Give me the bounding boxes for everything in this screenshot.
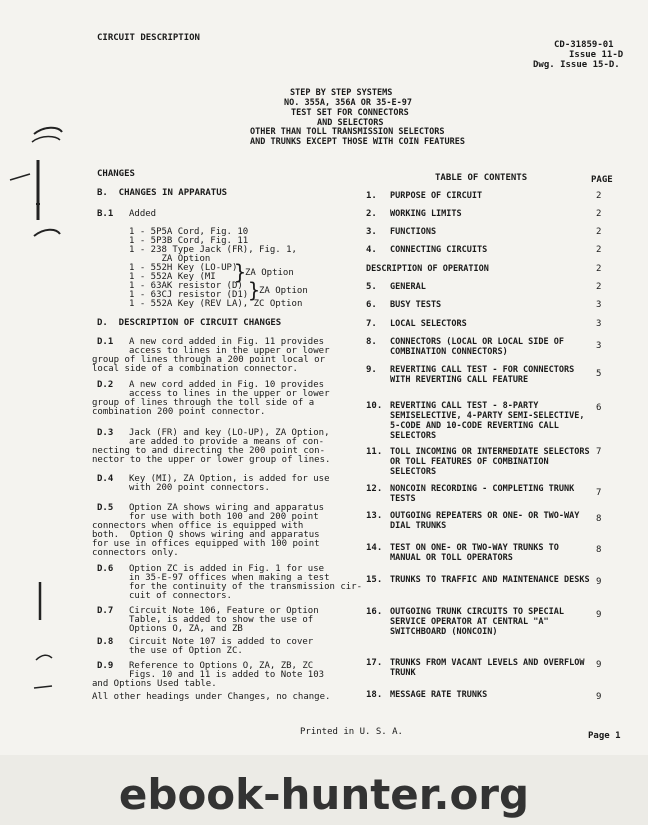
list-item: ZA Option [129,254,211,264]
title-line: NO. 355A, 356A OR 35-E-97 [284,98,412,108]
toc-title: TEST ON ONE- OR TWO-WAY TRUNKS TO MANUAL OR TOLL OPERATORS [390,543,559,563]
toc-page: 2 [596,227,602,237]
item-text: Key (MI), ZA Option, is added for use [129,474,330,484]
changes-heading: CHANGES [97,169,135,179]
toc-title: REVERTING CALL TEST - FOR CONNECTORS WITH REVERTING CALL FEATURE [390,365,575,385]
toc-page: 7 [596,447,602,457]
item-number: D.1 [97,337,114,347]
title-line: STEP BY STEP SYSTEMS [290,88,393,98]
item-text: cuit of connectors. [129,591,232,601]
toc-title: TRUNKS FROM VACANT LEVELS AND OVERFLOW TRUNK [390,658,585,678]
toc-page: 3 [596,341,602,351]
toc-number: 10. [366,401,383,411]
toc-title: CONNECTORS (LOCAL OR LOCAL SIDE OF COMBINATION CONNECTORS) [390,337,564,357]
toc-number: 2. [366,209,377,219]
list-item: 1 - 552H Key (LO-UP) [129,263,238,273]
item-text: access to lines in the upper or lower [129,346,330,356]
item-text: Reference to Options O, ZA, ZB, ZC [129,661,314,671]
toc-title: TOLL INCOMING OR INTERMEDIATE SELECTORS OR TOLL FEATURES OF COMBINATION SELECTORS [390,447,590,477]
item-text: Circuit Note 107 is added to cover [129,637,314,647]
toc-number: 5. [366,282,377,292]
za-option-label: ZA Option [245,268,294,278]
toc-page-heading: PAGE [591,175,613,185]
item-text: are added to provide a means of con- [129,437,325,447]
item-text: and Options Used table. [92,679,217,689]
section-d-heading: D. DESCRIPTION OF CIRCUIT CHANGES [97,318,282,328]
toc-number: 15. [366,575,383,585]
list-item: 1 - 552A Key (REV LA), ZC Option [129,299,303,309]
toc-number: 9. [366,365,377,375]
b1-title: Added [129,209,157,219]
item-number: D.7 [97,606,114,616]
toc-number: 12. [366,484,383,494]
item-text: necting to and directing the 200 point con- [92,446,325,456]
toc-page: 9 [596,610,602,620]
toc-title: WORKING LIMITS [390,209,462,219]
item-text: A new cord added in Fig. 11 provides [129,337,325,347]
toc-page: 9 [596,577,602,587]
item-text: group of lines through a 200 point local or [92,355,325,365]
header-left: CIRCUIT DESCRIPTION [97,33,200,43]
toc-page: 8 [596,514,602,524]
za-option-label: ZA Option [259,286,308,296]
toc-page: 3 [596,319,602,329]
issue-number: Issue 11-D [569,50,624,60]
item-text: for the continuity of the transmission cir- [129,582,362,592]
toc-title: FUNCTIONS [390,227,437,237]
doc-id: CD-31859-01 [554,40,614,50]
item-number: D.4 [97,474,114,484]
toc-number: 1. [366,191,377,201]
toc-title: OUTGOING REPEATERS OR ONE- OR TWO-WAY DIAL TRUNKS [390,511,580,531]
toc-title: TRUNKS TO TRAFFIC AND MAINTENANCE DESKS [390,575,590,585]
toc-page: 9 [596,660,602,670]
item-number: D.2 [97,380,114,390]
toc-number: 13. [366,511,383,521]
item-text: access to lines in the upper or lower [129,389,330,399]
toc-page: 9 [596,692,602,702]
item-number: D.8 [97,637,114,647]
toc-page: 8 [596,545,602,555]
item-text: connectors when office is equipped with [92,521,304,531]
item-text: local side of a combination connector. [92,364,298,374]
toc-title: GENERAL [390,282,426,292]
brace-glyph: } [248,278,261,302]
title-line: TEST SET FOR CONNECTORS [291,108,409,118]
item-text: Jack (FR) and key (LO-UP), ZA Option, [129,428,330,438]
title-line: AND SELECTORS [317,118,384,128]
toc-title: REVERTING CALL TEST - 8-PARTY SEMISELECTIVE, 4-PARTY SEMI-SELECTIVE, 5-CODE AND 10-CODE REVERTING CALL SELECTORS [390,401,585,441]
item-text: combination 200 point connector. [92,407,266,417]
toc-number: 18. [366,690,383,700]
item-text: for use with both 100 and 200 point [129,512,319,522]
section-b-heading: B. CHANGES IN APPARATUS [97,188,228,198]
closing-note: All other headings under Changes, no change. [92,692,331,702]
toc-page: 5 [596,369,602,379]
list-item: 1 - 5P5A Cord, Fig. 10 [129,227,249,237]
toc-title: NONCOIN RECORDING - COMPLETING TRUNK TESTS [390,484,575,504]
toc-page: 2 [596,245,602,255]
list-item: 1 - 238 Type Jack (FR), Fig. 1, [129,245,297,255]
toc-number: 3. [366,227,377,237]
title-line: AND TRUNKS EXCEPT THOSE WITH COIN FEATURES [250,137,465,147]
toc-title: MESSAGE RATE TRUNKS [390,690,488,700]
toc-number: 17. [366,658,383,668]
item-text: Options O, ZA, and ZB [129,624,243,634]
item-number: D.3 [97,428,114,438]
toc-number: 14. [366,543,383,553]
toc-page: 2 [596,191,602,201]
item-text: for use in offices equipped with 100 point [92,539,320,549]
page-number: Page 1 [588,731,621,741]
toc-title: OUTGOING TRUNK CIRCUITS TO SPECIAL SERVICE OPERATOR AT CENTRAL "A" SWITCHBOARD (NONCOIN) [390,607,564,637]
toc-number: 4. [366,245,377,255]
item-number: D.5 [97,503,114,513]
toc-number: 6. [366,300,377,310]
toc-title: LOCAL SELECTORS [390,319,467,329]
toc-page: 2 [596,209,602,219]
item-number: D.9 [97,661,114,671]
drawing-issue: Dwg. Issue 15-D. [533,60,620,70]
list-item: 1 - 552A Key (MI [129,272,216,282]
brace-glyph: } [234,260,247,284]
toc-title: PURPOSE OF CIRCUIT [390,191,483,201]
toc-number: 16. [366,607,383,617]
item-text: Circuit Note 106, Feature or Option [129,606,319,616]
printed-note: Printed in U. S. A. [300,727,403,737]
item-text: nector to the upper or lower group of lines. [92,455,331,465]
toc-page: 2 [596,282,602,292]
toc-page: 6 [596,403,602,413]
watermark-text: ebook-hunter.org [118,770,530,819]
item-text: group of lines through the toll side of a [92,398,315,408]
item-text: connectors only. [92,548,179,558]
list-item: 1 - 63CJ resistor (D1) [129,290,249,300]
item-text: Figs. 10 and 11 is added to Note 103 [129,670,325,680]
item-text: both. Option Q shows wiring and apparatus [92,530,320,540]
list-item: 1 - 5P3B Cord, Fig. 11 [129,236,249,246]
toc-title: BUSY TESTS [390,300,442,310]
toc-number: 11. [366,447,383,457]
item-text: A new cord added in Fig. 10 provides [129,380,325,390]
title-line: OTHER THAN TOLL TRANSMISSION SELECTORS [250,127,445,137]
toc-heading: TABLE OF CONTENTS [435,173,528,183]
item-text: with 200 point connectors. [129,483,270,493]
toc-page: 3 [596,300,602,310]
b1-label: B.1 [97,209,114,219]
toc-title: CONNECTING CIRCUITS [390,245,488,255]
item-text: Table, is added to show the use of [129,615,314,625]
item-text: Option ZC is added in Fig. 1 for use [129,564,325,574]
item-number: D.6 [97,564,114,574]
item-text: Option ZA shows wiring and apparatus [129,503,325,513]
toc-page: 2 [596,264,602,274]
item-text: the use of Option ZC. [129,646,243,656]
toc-page: 7 [596,488,602,498]
toc-number: 8. [366,337,377,347]
toc-subheading: DESCRIPTION OF OPERATION [366,264,489,274]
scan-margin-marks [0,120,90,740]
item-text: in 35-E-97 offices when making a test [129,573,330,583]
toc-number: 7. [366,319,377,329]
list-item: 1 - 63AK resistor (D) [129,281,243,291]
